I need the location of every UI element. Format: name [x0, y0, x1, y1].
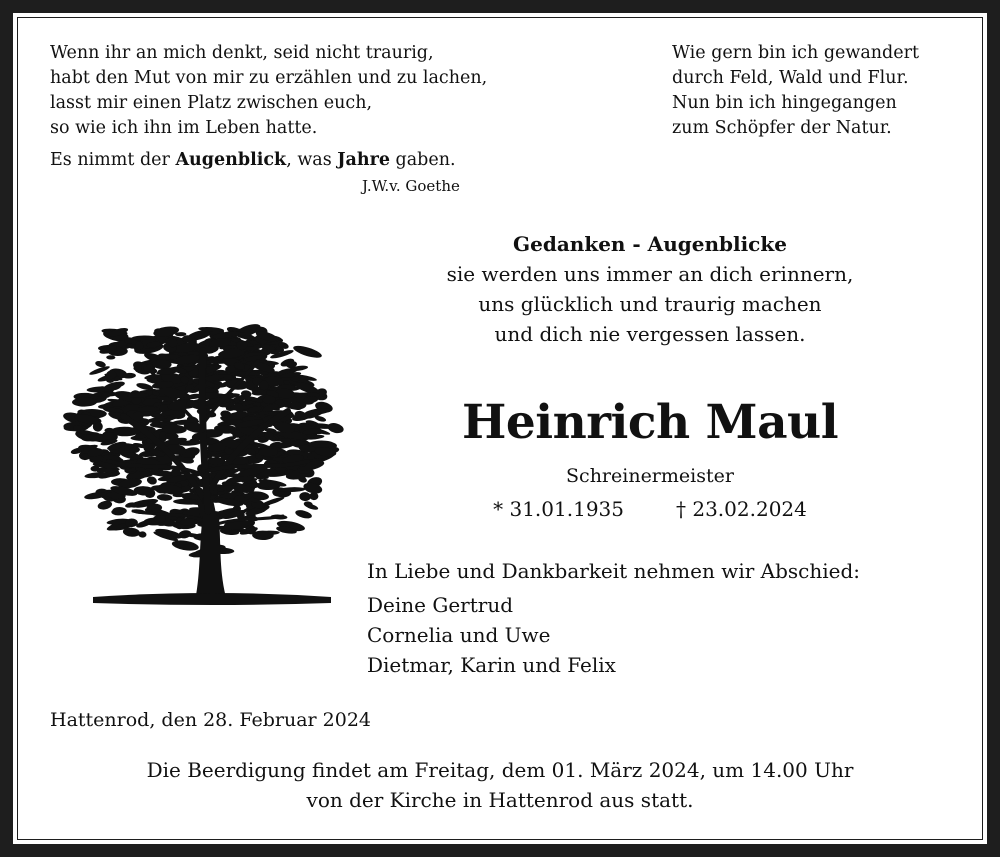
poem-left-line: Wenn ihr an mich denkt, seid nicht traurig, [50, 43, 434, 63]
poem-right [672, 41, 919, 141]
mourner-name: Cornelia und Uwe [367, 623, 551, 647]
poem-left-line: lasst mir einen Platz zwischen euch, [50, 93, 373, 113]
gedanken-line: und dich nie vergessen lassen. [494, 322, 806, 346]
life-dates [350, 497, 950, 521]
deceased-profession: Schreinermeister [566, 465, 734, 487]
place-date: Hattenrod, den 28. Februar 2024 [50, 709, 372, 731]
funeral-info [13, 755, 987, 815]
quote-text: gaben. [389, 150, 456, 170]
poem-left [50, 41, 487, 141]
deceased-name: Heinrich Maul [461, 395, 839, 450]
gedanken-title: Gedanken - Augenblicke [513, 232, 787, 256]
quote-bold-augenblick: Augenblick [175, 150, 287, 170]
death-date: † 23.02.2024 [676, 497, 807, 521]
funeral-line: Die Beerdigung findet am Freitag, dem 01. März 2024, um 14.00 Uhr [146, 758, 854, 782]
quote-text: , was [286, 150, 338, 170]
poem-left-line: so wie ich ihn im Leben hatte. [50, 118, 318, 138]
farewell-intro: In Liebe und Dankbarkeit nehmen wir Abschied: [367, 559, 860, 583]
poem-left-line: habt den Mut von mir zu erzählen und zu lachen, [50, 68, 488, 88]
gedanken-line: sie werden uns immer an dich erinnern, [446, 262, 854, 286]
mourner-name: Dietmar, Karin und Felix [367, 653, 616, 677]
goethe-quote [50, 148, 456, 173]
poem-right-line: zum Schöpfer der Natur. [672, 118, 892, 138]
funeral-line: von der Kirche in Hattenrod aus statt. [306, 788, 694, 812]
poem-right-line: Nun bin ich hingegangen [672, 93, 897, 113]
mourner-name: Deine Gertrud [367, 593, 513, 617]
gedanken-line: uns glücklich und traurig machen [478, 292, 822, 316]
poem-right-line: Wie gern bin ich gewandert [672, 43, 920, 63]
quote-bold-jahre: Jahre [337, 150, 390, 170]
gedanken-verse [350, 229, 950, 349]
poem-right-line: durch Feld, Wald und Flur. [672, 68, 909, 88]
birth-date: * 31.01.1935 [493, 497, 624, 521]
quote-text: Es nimmt der [50, 150, 176, 170]
tree-icon [53, 311, 353, 615]
farewell-block [367, 556, 860, 680]
tree-illustration [53, 311, 353, 611]
quote-author: J.W.v. Goethe [362, 177, 460, 195]
mourners-list [367, 590, 860, 680]
